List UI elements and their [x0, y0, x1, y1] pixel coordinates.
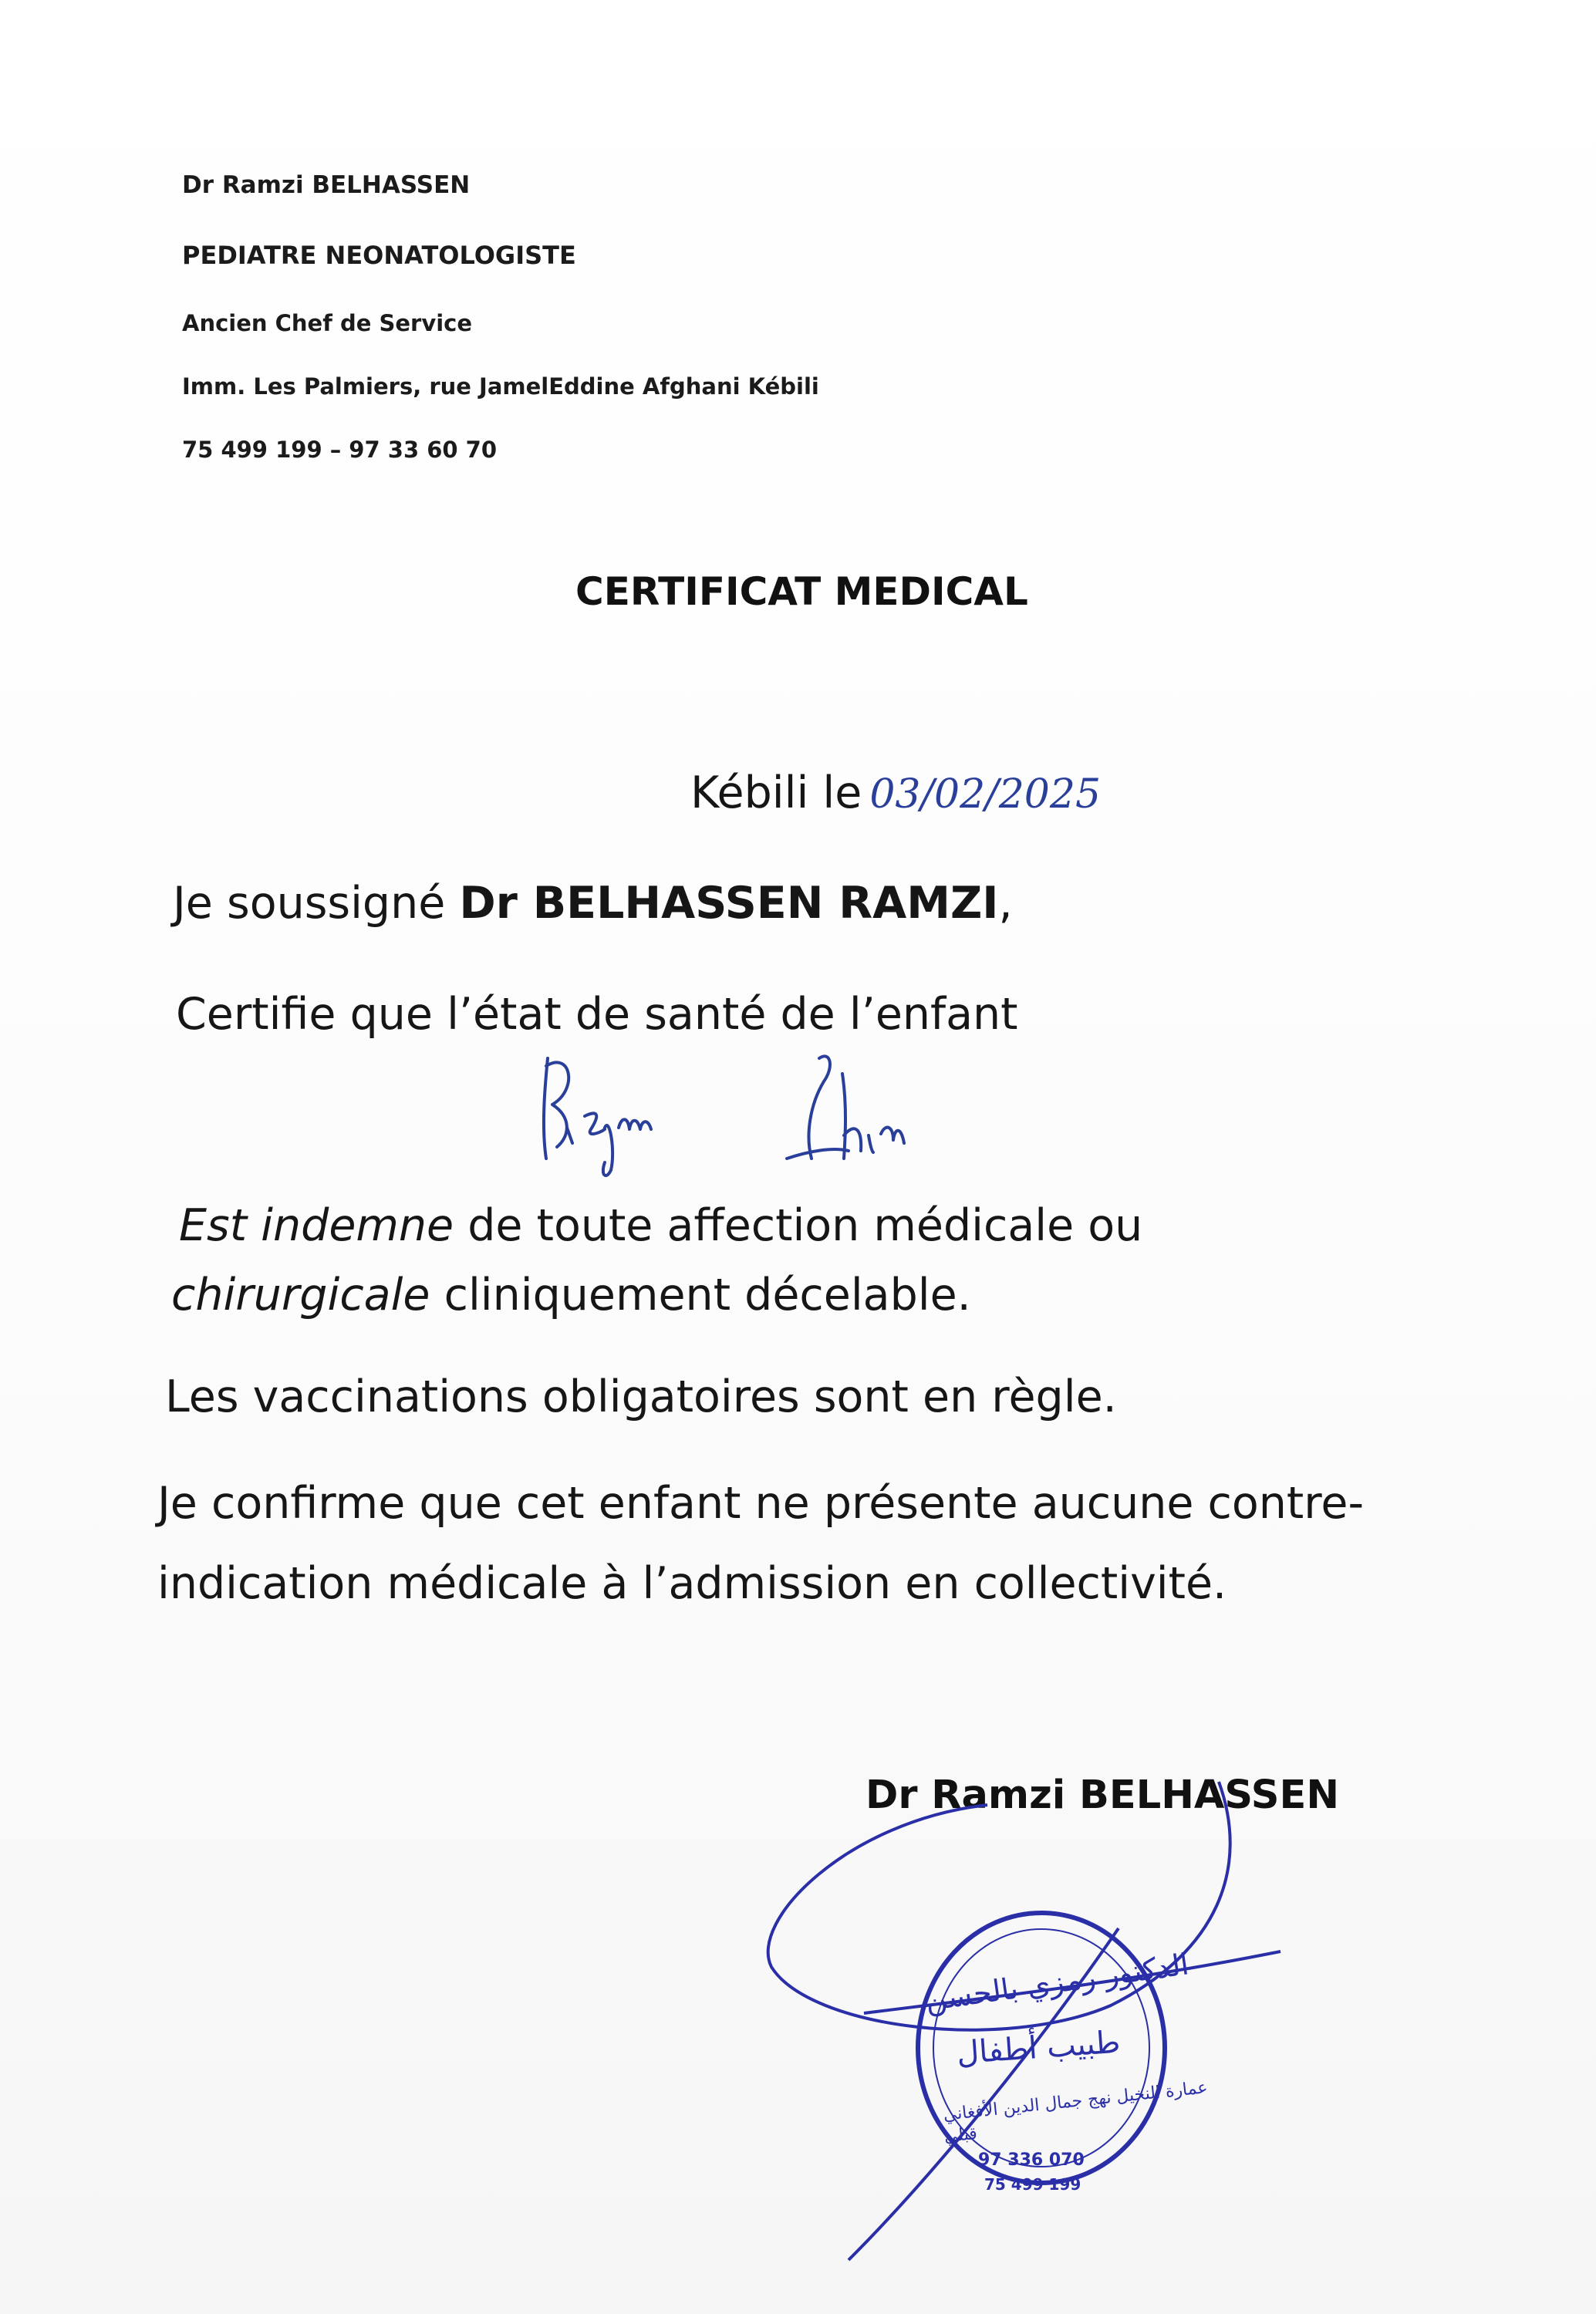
place-date-line [690, 767, 1101, 818]
confirm-line-1: Je confirme que cet enfant ne présente aucune contre- [157, 1478, 1365, 1529]
soussigne-prefix: Je soussigné [173, 878, 460, 929]
chirurgicale-line [171, 1270, 971, 1321]
handwritten-date: 03/02/2025 [869, 771, 1102, 818]
stamp-arabic-name: الدكتور رمزي بالحسن [923, 1947, 1191, 2018]
certifie-line: Certifie que l’état de santé de l’enfant [176, 989, 1018, 1040]
soussigne-name: Dr BELHASSEN RAMZI [459, 878, 999, 929]
header-phones: 75 499 199 – 97 33 60 70 [182, 437, 498, 463]
header-specialty: PEDIATRE NEONATOLOGISTE [182, 241, 576, 270]
stamp-arabic-specialty: طبيب أطفال [955, 2024, 1122, 2072]
header-doctor-name: Dr Ramzi BELHASSEN [182, 171, 471, 199]
est-indemne-line [179, 1200, 1142, 1251]
stamp-arabic-address: عمارة النخيل نهج جمال الدين الأفغاني [942, 2078, 1209, 2125]
stamp-arabic-city: قبلي [943, 2123, 978, 2147]
soussigne-line [173, 878, 1013, 929]
vaccinations-line: Les vaccinations obligatoires sont en règle. [165, 1371, 1117, 1422]
chirurgicale-italic: chirurgicale [171, 1270, 430, 1321]
stamp-phone-2: 75 499 199 [984, 2175, 1081, 2194]
est-indemne-rest: de toute affection médicale ou [454, 1200, 1143, 1251]
stamp-phone-1: 97 336 070 [978, 2150, 1085, 2170]
doctor-stamp-and-signature [756, 1774, 1296, 2268]
header-role: Ancien Chef de Service [182, 310, 473, 336]
document-title: CERTIFICAT MEDICAL [575, 569, 1028, 614]
confirm-line-2: indication médicale à l’admission en collectivité. [157, 1558, 1227, 1609]
soussigne-suffix: , [998, 878, 1013, 929]
chirurgicale-rest: cliniquement décelable. [430, 1270, 971, 1321]
header-address: Imm. Les Palmiers, rue JamelEddine Afghani Kébili [182, 373, 819, 400]
signature-name: Dr Ramzi BELHASSEN [865, 1773, 1340, 1818]
est-indemne-italic: Est indemne [179, 1200, 454, 1251]
handwritten-child-name [525, 1043, 987, 1182]
place-prefix: Kébili le [690, 767, 862, 818]
